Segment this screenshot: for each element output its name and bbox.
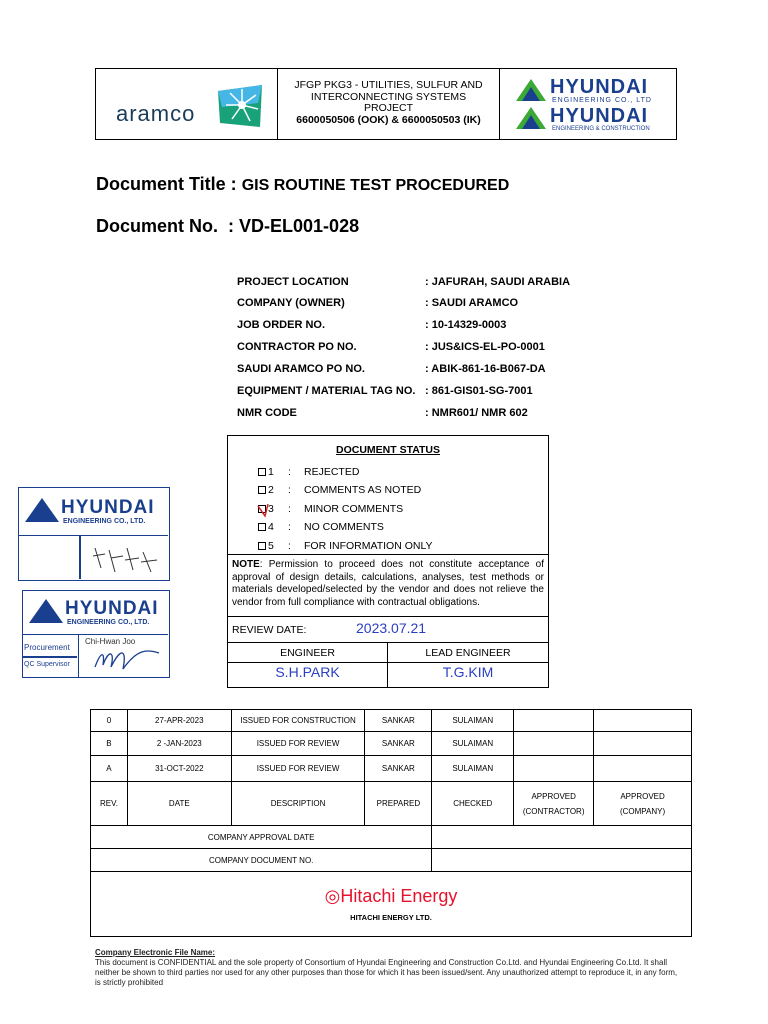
document-number [96, 216, 359, 237]
stamp-1-divider [79, 536, 81, 579]
engineer-cell [228, 643, 388, 688]
company-approval-date-label: COMPANY APPROVAL DATE [91, 826, 432, 849]
approved-contractor-cell [514, 756, 594, 782]
rev-header: REV. [91, 782, 128, 826]
hitachi-logo [91, 886, 691, 907]
review-date-value: 2023.07.21 [356, 620, 427, 636]
hitachi-logo-text: Hitachi Energy [340, 886, 458, 906]
review-date-label: REVIEW DATE: [232, 624, 307, 636]
date-cell: 31-OCT-2022 [127, 756, 231, 782]
hyundai-logos [500, 69, 676, 139]
status-number: 3 [268, 503, 274, 515]
approved-label: APPROVED [620, 791, 665, 801]
aramco-star-icon [214, 83, 266, 129]
info-label: PROJECT LOCATION [237, 276, 349, 288]
status-number: 4 [268, 521, 274, 533]
info-value: : NMR601/ NMR 602 [425, 407, 528, 419]
description-cell: ISSUED FOR CONSTRUCTION [231, 710, 365, 732]
lead-engineer-cell [388, 643, 548, 688]
lead-engineer-name: T.G.KIM [442, 664, 494, 680]
stamp-1-word: HYUNDAI [61, 497, 155, 518]
project-line-1: JFGP PKG3 - UTILITIES, SULFUR AND [294, 79, 483, 91]
document-status-title: DOCUMENT STATUS [335, 444, 441, 456]
note-label: NOTE [232, 559, 260, 570]
approved-label: APPROVED [531, 791, 576, 801]
engineer-row [228, 642, 548, 688]
stamp-1-sub: ENGINEERING CO., LTD. [63, 518, 146, 525]
stamp-2-sub: ENGINEERING CO., LTD. [67, 619, 150, 626]
rev-cell: 0 [91, 710, 128, 732]
company-approval-date-value [432, 826, 692, 849]
table-row [91, 732, 692, 756]
hitachi-row [91, 872, 692, 937]
checkbox-icon [258, 542, 266, 550]
info-label: SAUDI ARAMCO PO NO. [237, 363, 365, 375]
status-number: 1 [268, 466, 274, 478]
status-text: FOR INFORMATION ONLY [304, 540, 433, 552]
company-document-no-value [432, 849, 692, 872]
info-label: JOB ORDER NO. [237, 319, 326, 331]
checkbox-icon [258, 486, 266, 494]
checkbox-icon [258, 468, 266, 476]
hyundai-triangle-icon [516, 79, 546, 101]
hyundai-triangle-icon [29, 599, 63, 623]
checked-cell: SULAIMAN [432, 756, 514, 782]
aramco-logo [96, 69, 278, 139]
stamp-2-word: HYUNDAI [65, 598, 159, 619]
checked-cell: SULAIMAN [432, 732, 514, 756]
checked-header: CHECKED [432, 782, 514, 826]
prepared-header: PREPARED [365, 782, 432, 826]
engineer-label: ENGINEER [228, 643, 387, 663]
hyundai-sub-2: ENGINEERING & CONSTRUCTION [552, 126, 650, 132]
approved-company-header [594, 782, 692, 826]
document-title-label: Document Title : [96, 174, 237, 194]
approved-contractor-cell [514, 732, 594, 756]
document-title-value: GIS ROUTINE TEST PROCEDURED [241, 177, 510, 194]
document-title [96, 174, 509, 195]
hitachi-mark-icon: ◎ [324, 886, 341, 906]
hyundai-stamp-2 [22, 590, 170, 678]
note-body: : Permission to proceed does not constitute acceptance of approval of design details, calculations, analyses, test methods or materials developed/selected by the vendor and does not relieve the vendor from full compliance with contractual obligations. [232, 559, 544, 608]
hyundai-stamp-1 [18, 487, 170, 581]
engineer-name: S.H.PARK [275, 664, 340, 680]
prepared-cell: SANKAR [365, 710, 432, 732]
checked-cell: SULAIMAN [432, 710, 514, 732]
approved-company-cell [594, 710, 692, 732]
revision-table [90, 709, 692, 937]
description-header: DESCRIPTION [231, 782, 365, 826]
hitachi-cell [91, 872, 692, 937]
description-cell: ISSUED FOR REVIEW [231, 732, 365, 756]
stamp-2-role-divider [23, 656, 77, 658]
table-row [91, 756, 692, 782]
rev-cell: B [91, 732, 128, 756]
confidential-footer [95, 948, 680, 988]
stamp-2-header [23, 591, 168, 635]
aramco-logo-text: aramco [116, 101, 196, 126]
hyundai-word: HYUNDAI [550, 76, 649, 98]
status-text: COMMENTS AS NOTED [304, 484, 422, 496]
project-line-3: PROJECT [363, 102, 413, 114]
footer-text: This document is CONFIDENTIAL and the sole property of Consortium of Hyundai Engineering and Construction Co.Ltd. and Hyundai Engineering Co.Ltd. It shall neither be shown to third parties nor used for any other purposes than those for which it has been issued/sent. Any unauthorized attempt to reproduce it, in any form, is strictly prohibited [95, 958, 678, 987]
date-cell: 27-APR-2023 [127, 710, 231, 732]
checkbox-icon [258, 523, 266, 531]
info-value: : ABIK-861-16-B067-DA [425, 363, 546, 375]
company-document-no-label: COMPANY DOCUMENT NO. [91, 849, 432, 872]
info-value: : JUS&ICS-EL-PO-0001 [425, 341, 545, 353]
status-number: 2 [268, 484, 274, 496]
info-label: CONTRACTOR PO NO. [237, 341, 357, 353]
hitachi-company-name: HITACHI ENERGY LTD. [350, 913, 432, 922]
stamp-2-roles [23, 635, 79, 677]
red-check-mark-icon [256, 502, 274, 520]
document-number-value: : VD-EL001-028 [228, 216, 360, 236]
document-number-label: Document No. [96, 216, 219, 236]
prepared-cell: SANKAR [365, 756, 432, 782]
company-document-row [91, 849, 692, 872]
stamp-1-signature [89, 542, 163, 576]
info-label: EQUIPMENT / MATERIAL TAG NO. [237, 385, 416, 397]
company-label: (COMPANY) [619, 806, 666, 816]
status-item: 1 : REJECTED [258, 466, 359, 480]
stamp-2-role-procurement: Procurement [24, 643, 70, 652]
description-cell: ISSUED FOR REVIEW [231, 756, 365, 782]
contractor-label: (CONTRACTOR) [522, 806, 585, 816]
status-text: MINOR COMMENTS [304, 503, 404, 515]
status-text: REJECTED [304, 466, 360, 478]
hyundai-triangle-icon [25, 498, 59, 522]
note-text [228, 554, 548, 616]
review-date-row [228, 616, 548, 642]
status-item: 4 : NO COMMENTS [258, 521, 384, 535]
stamp-1-header [19, 488, 168, 536]
info-value: : 10-14329-0003 [425, 319, 507, 331]
date-cell: 2 -JAN-2023 [127, 732, 231, 756]
status-item: 2 : COMMENTS AS NOTED [258, 484, 421, 498]
info-label: COMPANY (OWNER) [237, 297, 345, 309]
hyundai-sub-1: ENGINEERING CO., LTD [552, 97, 652, 104]
document-header [95, 68, 677, 140]
table-row [91, 710, 692, 732]
approved-contractor-cell [514, 710, 594, 732]
date-header: DATE [127, 782, 231, 826]
info-value: : SAUDI ARAMCO [425, 297, 519, 309]
company-approval-row [91, 826, 692, 849]
info-value: : JAFURAH, SAUDI ARABIA [425, 276, 571, 288]
stamp-2-name: Chi-Hwan Joo [85, 637, 136, 646]
status-number: 5 [268, 540, 274, 552]
info-value: : 861-GIS01-SG-7001 [425, 385, 533, 397]
footer-title: Company Electronic File Name: [95, 948, 216, 957]
rev-cell: A [91, 756, 128, 782]
stamp-2-role-qc: QC Supervisor [24, 661, 70, 668]
document-status-box [227, 435, 549, 688]
project-po-numbers: 6600050506 (OOK) & 6600050503 (IK) [296, 113, 481, 126]
status-item: 5 : FOR INFORMATION ONLY [258, 540, 433, 554]
approved-contractor-header [514, 782, 594, 826]
stamp-2-signature [87, 645, 163, 675]
project-line-2: INTERCONNECTING SYSTEMS [310, 90, 467, 103]
hyundai-word: HYUNDAI [550, 105, 649, 127]
prepared-cell: SANKAR [365, 732, 432, 756]
info-label: NMR CODE [237, 407, 297, 419]
status-item: 3 : MINOR COMMENTS [258, 503, 403, 517]
table-header-row [91, 782, 692, 826]
project-info [278, 69, 500, 139]
status-text: NO COMMENTS [304, 521, 384, 533]
hyundai-triangle-icon [516, 107, 546, 129]
approved-company-cell [594, 732, 692, 756]
approved-company-cell [594, 756, 692, 782]
lead-engineer-label: LEAD ENGINEER [388, 643, 548, 663]
